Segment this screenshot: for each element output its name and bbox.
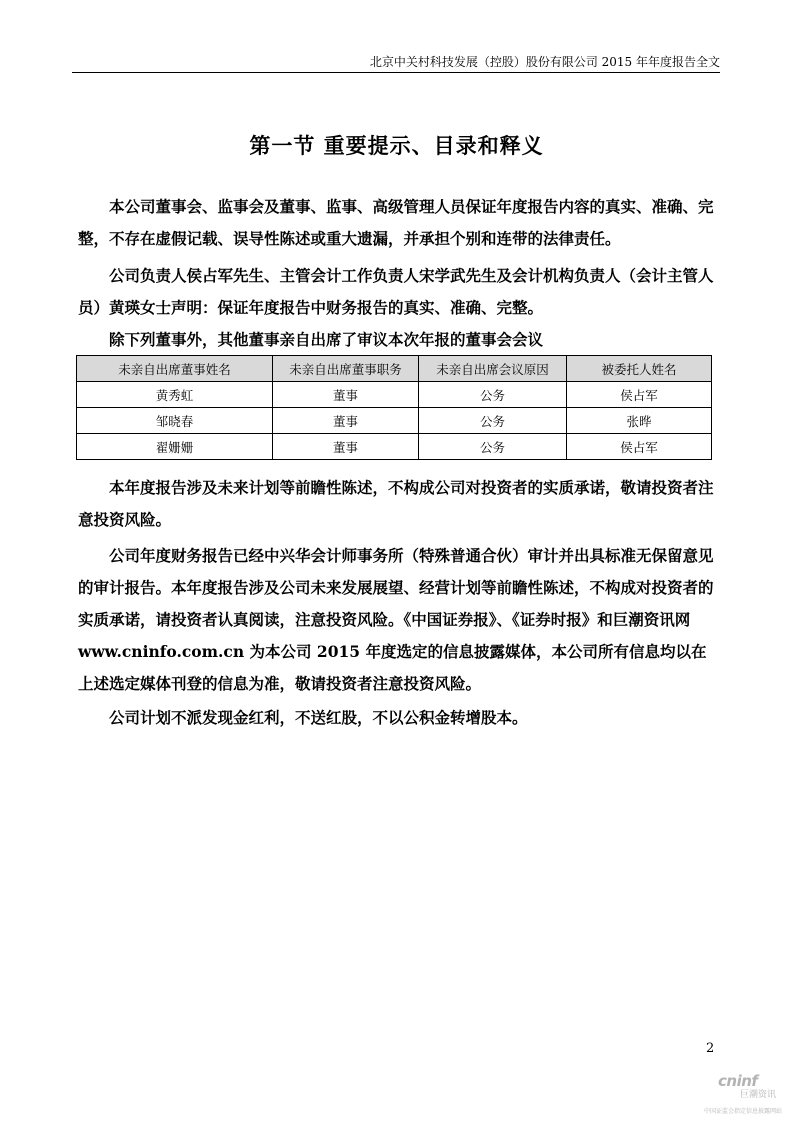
notice-paragraph-dividend: 公司计划不派发现金红利，不送红股，不以公积金转增股本。 [109,708,528,727]
table-header-cell: 被委托人姓名 [567,356,712,382]
table-cell: 董事 [273,408,419,434]
table-header-row [77,356,712,382]
table-cell: 公务 [419,382,567,408]
table-cell: 董事 [273,382,419,408]
table-header-cell: 未亲自出席董事职务 [273,356,419,382]
table-row [77,408,712,434]
table-row [77,382,712,408]
notice-paragraph-declaration: 公司负责人侯占军先生、主管会计工作负责人宋学武先生及会计机构负责人（会计主管人员）黄瑛女士声明：保证年度报告中财务报告的真实、准确、完整。 [78,266,714,317]
watermark-tagline: 中国证监会指定信息披露网站 [704,1108,783,1115]
table-cell: 翟姗姗 [77,434,273,460]
header-rule [72,72,720,73]
table-cell: 公务 [419,408,567,434]
notice-paragraph-forward-looking: 本年度报告涉及未来计划等前瞻性陈述，不构成公司对投资者的实质承诺，敬请投资者注意投资风险。 [78,478,714,529]
absent-directors-table [76,355,712,460]
table-cell: 侯占军 [567,382,712,408]
table-cell: 邹晓春 [77,408,273,434]
notice-paragraph-board: 本公司董事会、监事会及董事、监事、高级管理人员保证年度报告内容的真实、准确、完整，不存在虚假记载、误导性陈述或重大遗漏，并承担个别和连带的法律责任。 [78,197,714,248]
watermark-brand: cninf [718,1072,758,1090]
table-cell: 黄秀虹 [77,382,273,408]
notice-paragraph-audit: 公司年度财务报告已经中兴华会计师事务所（特殊普通合伙）审计并出具标准无保留意见的审计报告。本年度报告涉及公司未来发展展望、经营计划等前瞻性陈述，不构成对投资者的实质承诺，请投资者认真阅读，注意投资风险。《中国证券报》、《证券时报》和巨潮资讯网 www.cninfo.com.cn 为本公司 2015 年度选定的信息披露媒体，本公司所有信息均以在上述选定媒体刊登的信息为准，敬请投资者注意投资风险。 [78,546,714,693]
table-cell: 侯占军 [567,434,712,460]
table-row [77,434,712,460]
running-header: 北京中关村科技发展（控股）股份有限公司 2015 年年度报告全文 [369,55,720,69]
table-header-cell: 未亲自出席董事姓名 [77,356,273,382]
section-title: 第一节 重要提示、目录和释义 [249,133,544,158]
table-cell: 董事 [273,434,419,460]
notice-paragraph-attendance: 除下列董事外，其他董事亲自出席了审议本次年报的董事会会议 [109,330,544,349]
page-number: 2 [706,1041,715,1056]
table-header-cell: 未亲自出席会议原因 [419,356,567,382]
cninfo-watermark-logo [704,1072,783,1116]
watermark-cn: 巨潮资讯 [739,1090,776,1100]
table-cell: 张晔 [567,408,712,434]
table-cell: 公务 [419,434,567,460]
